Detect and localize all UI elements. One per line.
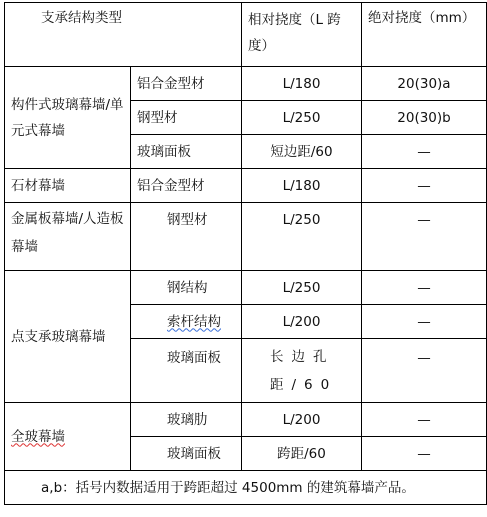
group-name: 点支承玻璃幕墙 <box>5 271 131 403</box>
material-cell: 玻璃面板 <box>131 437 242 471</box>
material-cell: 钢型材 <box>131 101 242 135</box>
table-row <box>5 271 487 305</box>
relative-cell: 长边孔距/60 <box>242 339 362 403</box>
material-cell: 铝合金型材 <box>131 67 242 101</box>
absolute-cell: — <box>362 135 487 169</box>
relative-cell: L/250 <box>242 271 362 305</box>
relative-cell: L/250 <box>242 101 362 135</box>
relative-cell: L/180 <box>242 169 362 203</box>
absolute-cell: — <box>362 403 487 437</box>
material-cell: 玻璃肋 <box>131 403 242 437</box>
relative-cell: 短边距/60 <box>242 135 362 169</box>
deflection-table <box>4 2 487 505</box>
table-row <box>5 169 487 203</box>
absolute-cell: — <box>362 305 487 339</box>
material-cell-wrap <box>131 305 242 339</box>
header-absolute: 绝对挠度（mm） <box>362 3 487 67</box>
header-type: 支承结构类型 <box>5 3 242 67</box>
group-name: 构件式玻璃幕墙/单元式幕墙 <box>5 67 131 169</box>
relative-cell: 跨距/60 <box>242 437 362 471</box>
absolute-cell: 20(30)a <box>362 67 487 101</box>
header-row <box>5 3 487 67</box>
group-name: 金属板幕墙/人造板幕墙 <box>5 203 131 271</box>
material-cell: 钢结构 <box>131 271 242 305</box>
material-cell: 钢型材 <box>131 203 242 271</box>
absolute-cell: — <box>362 169 487 203</box>
footnote-row <box>5 471 487 505</box>
header-relative: 相对挠度（L 跨度） <box>242 3 362 67</box>
absolute-cell: — <box>362 437 487 471</box>
relative-cell: L/180 <box>242 67 362 101</box>
group-name: 全玻幕墙 <box>11 428 65 445</box>
material-cell: 索杆结构 <box>167 313 221 330</box>
table-row <box>5 67 487 101</box>
absolute-cell: — <box>362 271 487 305</box>
relative-cell: L/250 <box>242 203 362 271</box>
material-cell: 玻璃面板 <box>131 339 242 403</box>
group-name: 石材幕墙 <box>5 169 131 203</box>
footnote-cell <box>5 471 487 505</box>
relative-cell: L/200 <box>242 305 362 339</box>
group-name-wrap <box>5 403 131 471</box>
material-cell: 玻璃面板 <box>131 135 242 169</box>
table-row <box>5 203 487 271</box>
relative-cell: L/200 <box>242 403 362 437</box>
material-cell: 铝合金型材 <box>131 169 242 203</box>
absolute-cell: 20(30)b <box>362 101 487 135</box>
absolute-cell: — <box>362 339 487 403</box>
table-row <box>5 403 487 437</box>
footnote: a,b：括号内数据适用于跨距超过 4500mm 的建筑幕墙产品。 <box>41 479 415 496</box>
absolute-cell: — <box>362 203 487 271</box>
